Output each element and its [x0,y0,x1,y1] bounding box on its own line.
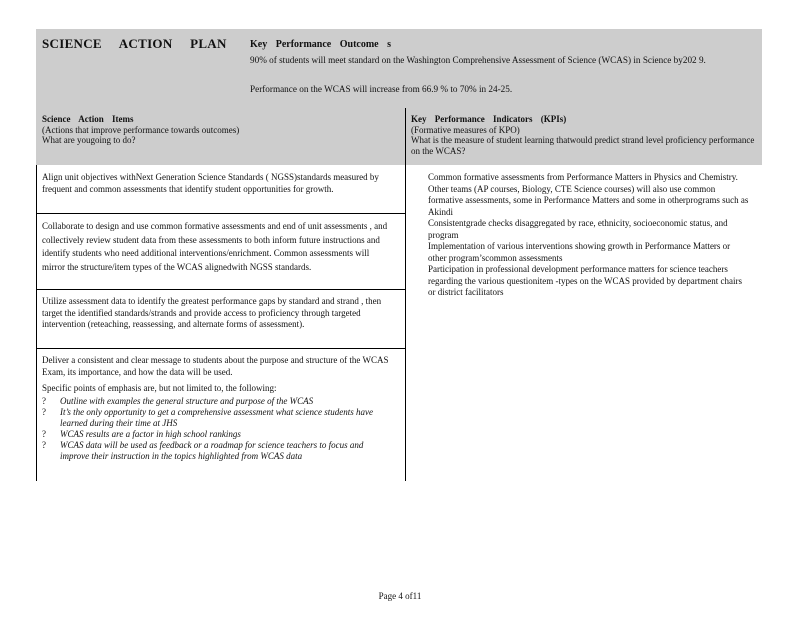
action-items-header [36,108,405,165]
plan-title: SCIENCE ACTION PLAN [42,36,227,51]
bullet-marker: ? [42,395,46,406]
kpo-statement-2: Performance on the WCAS will increase from 66.9 % to 70% in 24-25. [250,84,513,94]
action-items-subtitle: (Actions that improve performance towards outcomes) [42,124,240,135]
list-item: Consistentgrade checks disaggregated by race, ethnicity, socioeconomic status, and program [428,218,728,240]
kpi-question: What is the measure of student learning thatwould predict strand level proficiency performance on the WCAS? [411,135,755,156]
list-item: Participation in professional development performance matters for science teachers regarding the various questionitem -types on the WCAS provided by department chairs or district facilitators [428,264,743,297]
row-divider [36,213,405,214]
action-item-text: Collaborate to design and use common formative assessments and end of unit assessments , and collectively review student data from these assessments to both inform future instructions and identify students who need additional interventions/enrichment. Common assessments will mirror the structure/item types of the WCAS alignedwith NGSS standards. [42,221,388,272]
column-divider [405,108,406,481]
bullet-marker: ? [42,406,46,417]
action-item-text: Utilize assessment data to identify the greatest performance gaps by standard and strand , then target the identified standards/strands and provide access to proficiency through targeted intervention (reteaching, reassessing, and alternate forms of assessment). [42,296,382,329]
action-item [42,220,392,274]
kpi-title: Key Performance Indicators (KPIs) [411,114,567,124]
kpi-list [410,172,750,299]
list-item: ? Outline with examples the general structure and purpose of the WCAS [42,395,314,406]
kpo-title: Key Performance Outcome s [250,39,392,50]
action-items-title: Science Action Items [42,114,134,124]
bullet-marker: ? [42,428,46,439]
bullet-marker: ? [42,439,46,450]
kpo-statement-1: 90% of students will meet standard on the Washington Comprehensive Assessment of Science (WCAS) in Science by202 9. [250,55,706,65]
kpi-subtitle: (Formative measures of KPO) [411,124,520,135]
action-item-text: Deliver a consistent and clear message to students about the purpose and structure of the WCAS Exam, its importance, and how the data will be used. [42,355,389,377]
list-item: Implementation of various interventions showing growth in Performance Matters or other program’scommon assessments [428,241,731,263]
row-divider [36,289,405,290]
action-item [42,296,392,331]
action-item-subtext: Specific points of emphasis are, but not limited to, the following: [42,383,277,393]
list-item: ? WCAS data will be used as feedback or a roadmap for science teachers to focus and improve their instruction in the topics highlighted from WCAS data [42,439,364,461]
action-item-text: Align unit objectives withNext Generation Science Standards ( NGSS)standards measured by frequent and common assessments that identify student opportunities for growth. [42,172,379,194]
row-divider [36,348,405,349]
page-number: Page 4 of11 [378,591,422,601]
action-item [42,355,392,462]
kpi-header [406,108,762,165]
list-item: Common formative assessments from Performance Matters in Physics and Chemistry. Other teams (AP courses, Biology, CTE Science courses) will also use common formative assessments, some in Performance Matters and some in otherprograms such as Akindi [428,172,749,217]
emphasis-list [42,396,392,462]
action-item [42,172,392,195]
list-item: ? WCAS results are a factor in high school rankings [42,428,241,439]
action-items-question: What are yougoing to do? [42,135,136,145]
list-item: ? It’s the only opportunity to get a comprehensive assessment what science students have learned during their time at JHS [42,406,373,428]
